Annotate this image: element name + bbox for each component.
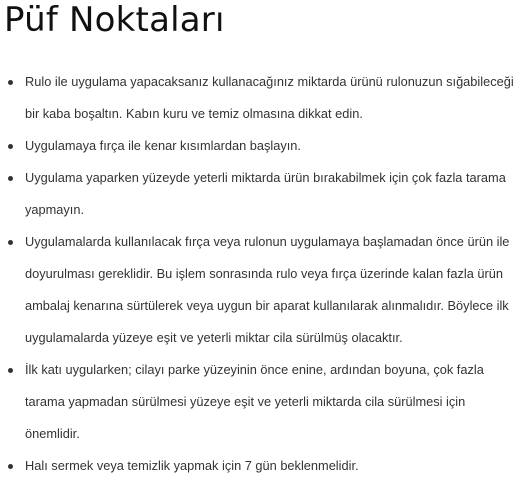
list-item xyxy=(25,130,520,162)
list-item xyxy=(25,66,520,130)
list-item xyxy=(25,162,520,226)
tip-text: Rulo ile uygulama yapacaksanız kullanacağınız miktarda ürünü rulonuzun sığabileceği bir kaba boşaltın. Kabın kuru ve temiz olmasına dikkat edin. xyxy=(25,74,514,121)
bullet-icon xyxy=(8,368,13,373)
bullet-icon xyxy=(8,176,13,181)
list-item xyxy=(25,226,520,354)
tip-text: Uygulamaya fırça ile kenar kısımlardan başlayın. xyxy=(25,138,301,153)
tip-text: İlk katı uygularken; cilayı parke yüzeyinin önce enine, ardından boyuna, çok fazla tarama yapmadan sürülmesi yüzeye eşit ve yeterli miktarda cila sürülmesi için önemlidir. xyxy=(25,362,484,441)
tip-text: Halı sermek veya temizlik yapmak için 7 gün beklenmelidir. xyxy=(25,458,359,473)
bullet-icon xyxy=(8,80,13,85)
tip-text: Uygulamalarda kullanılacak fırça veya rulonun uygulamaya başlamadan önce ürün ile doyurulması gereklidir. Bu işlem sonrasında rulo veya fırça üzerinde kalan fazla ürün ambalaj kenarına sürtülerek veya uygun bir aparat kullanılarak alınmalıdır. Böylece ilk uygulamalarda yüzeye eşit ve yeterli miktar cila sürülmüş olacaktır. xyxy=(25,234,510,345)
bullet-icon xyxy=(8,240,13,245)
page-title: Püf Noktaları xyxy=(4,0,225,40)
list-item xyxy=(25,354,520,450)
tips-list xyxy=(25,66,520,482)
tip-text: Uygulama yaparken yüzeyde yeterli miktarda ürün bırakabilmek için çok fazla tarama yapmayın. xyxy=(25,170,506,217)
bullet-icon xyxy=(8,144,13,149)
list-item xyxy=(25,450,520,482)
bullet-icon xyxy=(8,464,13,469)
